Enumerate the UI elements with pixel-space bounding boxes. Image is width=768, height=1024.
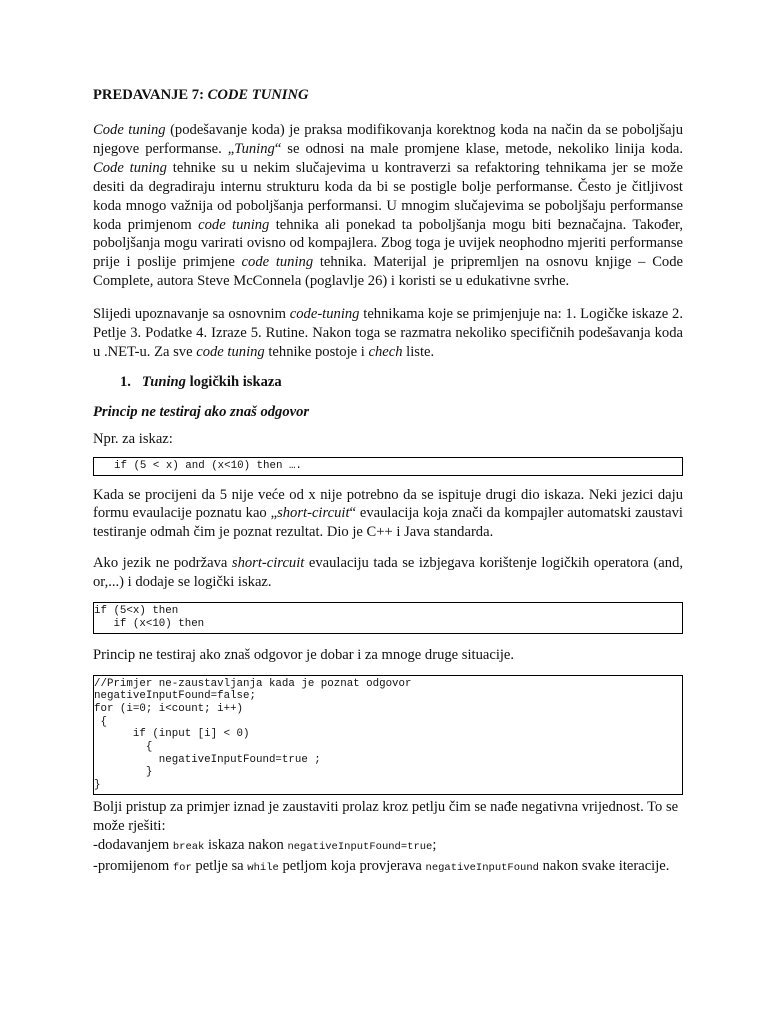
- intro-text: tehnika. Materijal je pripremljen na osnovu knjige – Code Complete, autora Steve McConnela (poglavlje 26) i koristi se u edukativne svrhe.: [93, 254, 683, 290]
- better-approach-paragraph: [93, 798, 683, 878]
- paragraph-term: short-circuit: [231, 555, 305, 572]
- intro-text: tehnika ali ponekad ta poboljšanja mogu biti beznačajna. Također, poboljšanja mogu varirati ovisno od kompajlera. Zbog toga je uvijek neophodno mjeriti performanse prije i poslije primjene: [93, 216, 683, 271]
- bullet-text: -promijenom: [93, 857, 173, 874]
- overview-term: code-tuning: [289, 306, 360, 323]
- overview-paragraph: [93, 305, 683, 362]
- example-label: Npr. za iskaz:: [93, 430, 173, 447]
- bullet-text: nakon svake iteracije.: [538, 857, 670, 874]
- code-block-loop: //Primjer ne-zaustavljanja kada je poznat odgovor negativeInputFound=false; for (i=0; i<count; i++) { if (input [i] < 0) { negativeInputFound=true ; } }: [93, 675, 683, 795]
- page-title: [93, 86, 683, 104]
- inline-code: negativeInputFound: [425, 861, 539, 874]
- inline-code: for: [172, 861, 192, 874]
- overview-text: liste.: [402, 343, 435, 360]
- intro-term: code tuning: [198, 216, 270, 233]
- section-number: 1.: [120, 373, 142, 390]
- overview-term: code tuning: [196, 343, 265, 360]
- inline-code: negativeInputFound=true: [287, 840, 433, 853]
- short-circuit-paragraph: [93, 486, 683, 543]
- paragraph-text: Ako jezik ne podržava: [93, 555, 232, 572]
- intro-text: tehnike su u nekim slučajevima u kontraverzi sa refaktoring tehnikama jer se može desiti da degradiraju internu strukturu koda da bi se postigle bolje performanse. Često je čitljivost koda mnogo važnija od poboljšanja performansi. U mnogim slučajevima se poboljšaju performanse koda primjenom: [93, 159, 683, 233]
- paragraph-text: “ evaulacija koja znači da kompajler automatski zaustavi testiranje odmah čim je poznat rezultat. Dio je C++ i Java standarda.: [93, 505, 683, 541]
- title-emphasis: CODE TUNING: [207, 87, 309, 103]
- paragraph-text: evaulaciju tada se izbjegava korištenje logičkih operatora (and, or,...) i dodaje se logički iskaz.: [93, 555, 684, 591]
- code-block-condition: if (5 < x) and (x<10) then ….: [93, 457, 683, 476]
- title-prefix: PREDAVANJE 7:: [93, 87, 208, 103]
- inline-code: break: [172, 840, 205, 853]
- bullet-text: petljom koja provjerava: [278, 857, 426, 874]
- paragraph-term: short-circuit: [277, 505, 350, 522]
- inline-code: while: [247, 861, 279, 874]
- intro-text: “ se odnosi na male promjene klase, metode, nekoliko linija koda.: [274, 140, 683, 157]
- intro-term: code tuning: [241, 254, 314, 271]
- intro-term: Tuning: [234, 140, 275, 157]
- intro-paragraph: [93, 121, 683, 291]
- bullet-text: -dodavanjem: [93, 836, 173, 853]
- bullet-text: petlje sa: [191, 857, 248, 874]
- paragraph-text: Bolji pristup za primjer iznad je zaustaviti prolaz kroz petlju čim se nađe negativna vrijednost. To se može rješiti:: [93, 798, 679, 834]
- subheading: Princip ne testiraj ako znaš odgovor: [93, 403, 310, 420]
- code-block-nested-if: if (5<x) then if (x<10) then: [93, 602, 683, 633]
- principle-note: Princip ne testiraj ako znaš odgovor je dobar i za mnoge druge situacije.: [93, 646, 515, 663]
- overview-text: tehnike postoje i: [264, 343, 369, 360]
- section-heading-emph: Tuning: [141, 373, 186, 390]
- bullet-text: ;: [432, 836, 437, 853]
- no-short-circuit-paragraph: [93, 554, 683, 592]
- intro-term: Code tuning: [93, 122, 166, 138]
- overview-term: chech: [368, 343, 403, 360]
- intro-term: Code tuning: [93, 159, 167, 176]
- intro-text: (podešavanje koda) je praksa modifikovanja korektnog koda na način da se poboljšaju njegove performanse. „: [93, 122, 683, 157]
- paragraph-text: Kada se procijeni da 5 nije veće od x nije potrebno da se ispituje drugi dio iskaza. Neki jezici daju formu evaulacije poznatu kao „: [93, 486, 683, 522]
- section-heading-text: logičkih iskaza: [185, 373, 282, 390]
- overview-text: Slijedi upoznavanje sa osnovnim: [93, 306, 290, 323]
- document-page: [93, 86, 683, 877]
- section-heading: [93, 373, 683, 391]
- overview-text: tehnikama koje se primjenjuje na: 1. Logičke iskaze 2. Petlje 3. Podatke 4. Izraze 5. Rutine. Nakon toga se razmatra nekoliko specifičnih podešavanja koda u .NET-u. Za sve: [93, 306, 683, 360]
- bullet-text: iskaza nakon: [204, 836, 288, 853]
